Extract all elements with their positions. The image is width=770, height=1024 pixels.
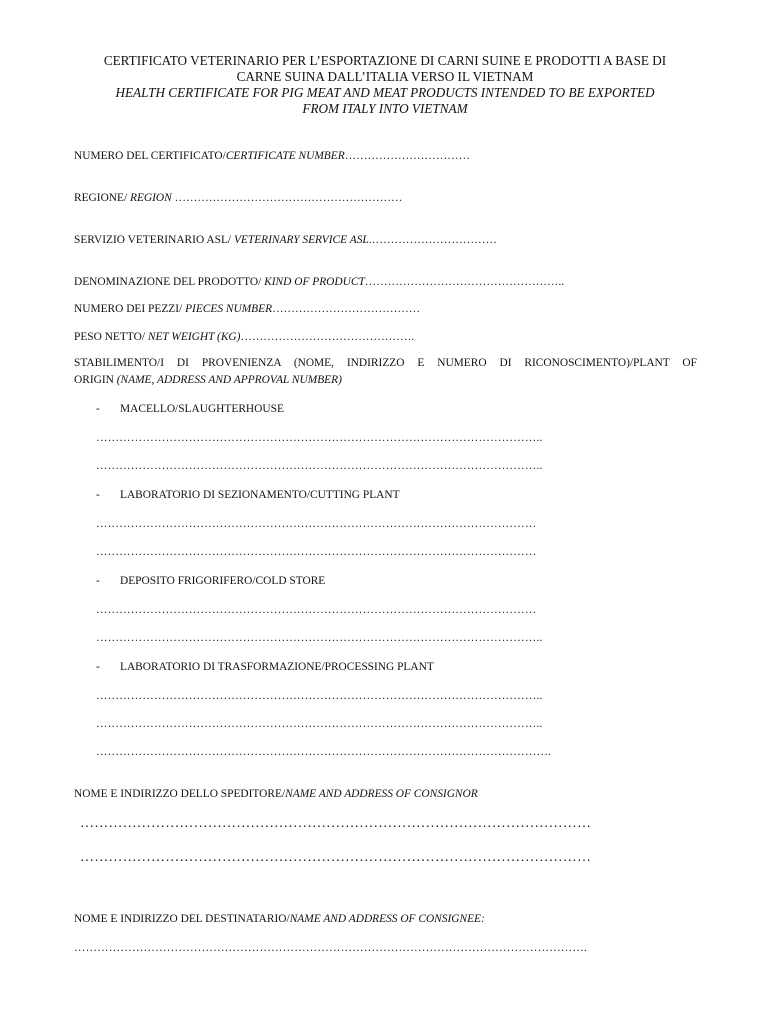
dotline-slaughterhouse-1[interactable]: …………………………………………………………………………………………………….. bbox=[96, 432, 543, 444]
field-dots: ………………………………………. bbox=[240, 331, 415, 343]
plant-origin-heading-line-2 bbox=[74, 373, 342, 387]
label-cutting-plant: LABORATORIO DI SEZIONAMENTO/CUTTING PLANT bbox=[120, 489, 400, 501]
dotline-consignee-1[interactable]: ……………………………………………………………………………………………………………………. bbox=[74, 942, 588, 954]
field-pieces-number[interactable] bbox=[74, 302, 420, 316]
field-label-en: PIECES NUMBER bbox=[185, 303, 273, 315]
plant-origin-en-text: (NAME, ADDRESS AND APPROVAL NUMBER) bbox=[116, 374, 342, 386]
bullet-dash: - bbox=[96, 403, 100, 415]
field-label-it: SERVIZIO VETERINARIO ASL/ bbox=[74, 234, 234, 246]
consignor-label-it: NOME E INDIRIZZO DELLO SPEDITORE/ bbox=[74, 788, 286, 800]
field-kind-of-product[interactable] bbox=[74, 275, 564, 289]
consignor-heading bbox=[74, 787, 478, 801]
dotline-consignor-1[interactable]: ……………………………………………………………………………………………… bbox=[80, 816, 592, 831]
header-title-line-3: HEALTH CERTIFICATE FOR PIG MEAT AND MEAT PRODUCTS INTENDED TO BE EXPORTED bbox=[115, 85, 655, 100]
bullet-dash: - bbox=[96, 489, 100, 501]
field-label-en: REGION bbox=[130, 192, 172, 204]
header-title-line-1: CERTIFICATO VETERINARIO PER L’ESPORTAZIONE DI CARNI SUINE E PRODOTTI A BASE DI bbox=[103, 53, 667, 68]
field-dots: ………………………………… bbox=[272, 303, 421, 315]
plant-origin-origin-word: ORIGIN bbox=[74, 374, 117, 386]
field-dots: …………………………………………….. bbox=[364, 276, 565, 288]
field-label-it: REGIONE/ bbox=[74, 192, 130, 204]
label-slaughterhouse: MACELLO/SLAUGHTERHOUSE bbox=[120, 403, 284, 415]
consignor-label-en: NAME AND ADDRESS OF CONSIGNOR bbox=[285, 788, 478, 800]
dotline-cutting-plant-1[interactable]: …………………………………………………………………………………………………… bbox=[96, 518, 537, 530]
field-veterinary-service[interactable] bbox=[74, 233, 497, 247]
consignee-label-en: NAME AND ADDRESS OF CONSIGNEE: bbox=[289, 913, 485, 925]
field-label-en: CERTIFICATE NUMBER bbox=[225, 150, 345, 162]
dotline-cutting-plant-2[interactable]: …………………………………………………………………………………………………… bbox=[96, 546, 537, 558]
dotline-cold-store-1[interactable]: …………………………………………………………………………………………………… bbox=[96, 604, 537, 616]
dotline-processing-plant-3[interactable]: ………………………………………………………………………………………………………. bbox=[96, 746, 552, 758]
header-title-line-4: FROM ITALY INTO VIETNAM bbox=[302, 101, 468, 116]
field-certificate-number[interactable] bbox=[74, 149, 470, 163]
field-label-it: DENOMINAZIONE DEL PRODOTTO/ bbox=[74, 276, 265, 288]
label-cold-store: DEPOSITO FRIGORIFERO/COLD STORE bbox=[120, 575, 326, 587]
field-label-en: NET WEIGHT (KG) bbox=[147, 331, 241, 343]
dotline-processing-plant-2[interactable]: …………………………………………………………………………………………………….. bbox=[96, 718, 543, 730]
dotline-processing-plant-1[interactable]: …………………………………………………………………………………………………….. bbox=[96, 690, 543, 702]
field-dots: .…………………………… bbox=[368, 234, 497, 246]
field-label-it: PESO NETTO/ bbox=[74, 331, 148, 343]
dotline-slaughterhouse-2[interactable]: …………………………………………………………………………………………………….. bbox=[96, 460, 543, 472]
consignee-label-it: NOME E INDIRIZZO DEL DESTINATARIO/ bbox=[74, 913, 290, 925]
field-dots: …………………………………………………… bbox=[171, 192, 403, 204]
label-processing-plant: LABORATORIO DI TRASFORMAZIONE/PROCESSING PLANT bbox=[120, 661, 434, 673]
dotline-consignor-2[interactable]: ……………………………………………………………………………………………… bbox=[80, 850, 592, 865]
dotline-cold-store-2[interactable]: …………………………………………………………………………………………………….. bbox=[96, 632, 543, 644]
header-title-line-2: CARNE SUINA DALL’ITALIA VERSO IL VIETNAM bbox=[236, 69, 534, 84]
field-label-it: NUMERO DEI PEZZI/ bbox=[74, 303, 186, 315]
plant-origin-heading-line-1: STABILIMENTO/I DI PROVENIENZA (NOME, INDIRIZZO E NUMERO DI RICONOSCIMENTO)/PLANT OF bbox=[74, 357, 697, 369]
field-net-weight[interactable] bbox=[74, 330, 414, 344]
field-label-en: KIND OF PRODUCT bbox=[264, 276, 365, 288]
field-label-it: NUMERO DEL CERTIFICATO/ bbox=[74, 150, 226, 162]
bullet-dash: - bbox=[96, 575, 100, 587]
field-dots: …………………………… bbox=[344, 150, 470, 162]
field-region[interactable] bbox=[74, 191, 402, 205]
bullet-dash: - bbox=[96, 661, 100, 673]
consignee-heading bbox=[74, 912, 485, 926]
field-label-en: VETERINARY SERVICE ASL bbox=[233, 234, 369, 246]
